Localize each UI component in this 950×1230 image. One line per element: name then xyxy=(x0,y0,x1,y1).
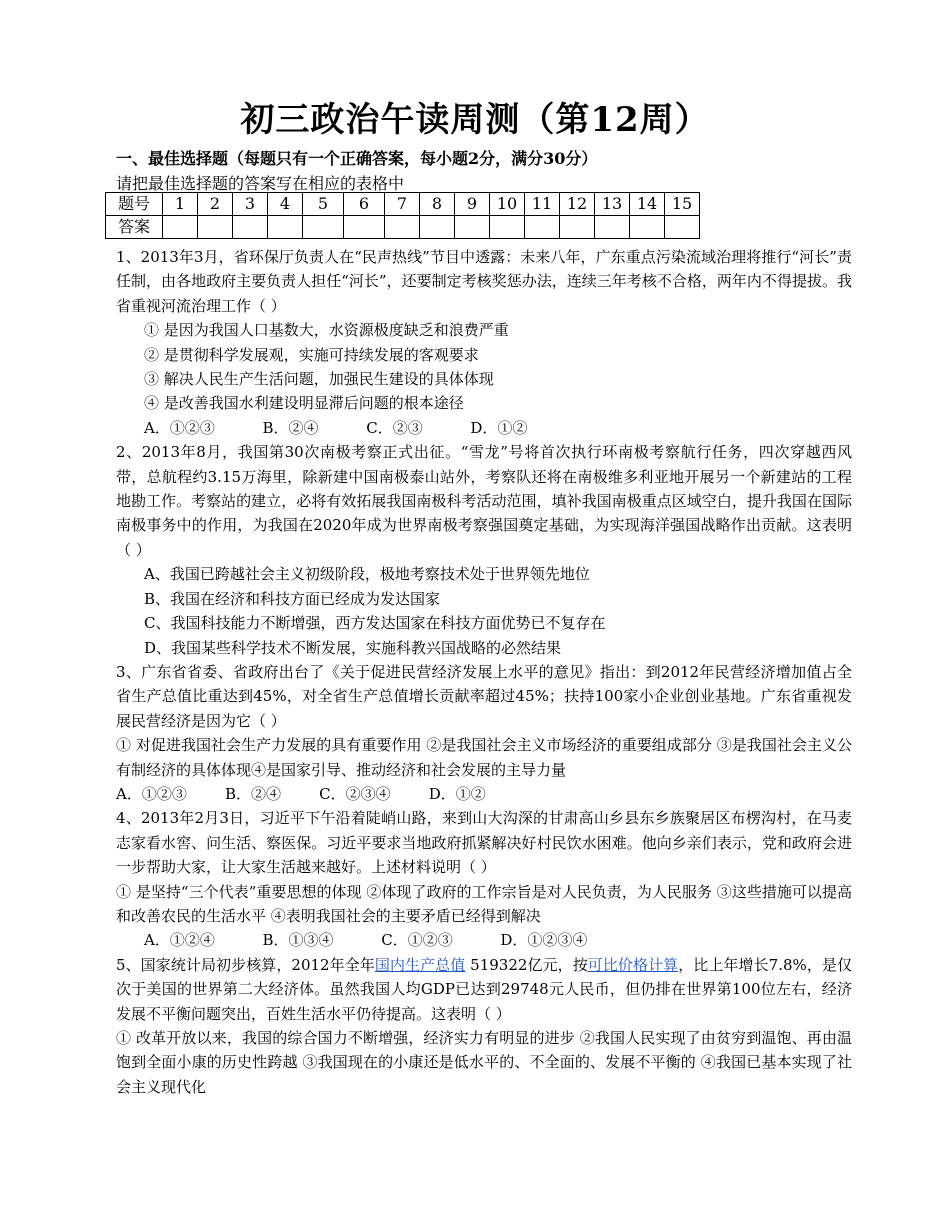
question-5-stem-part: 5、国家统计局初步核算，2012年全年 xyxy=(116,955,375,974)
number-cell: 1 xyxy=(163,193,198,216)
answer-cell[interactable] xyxy=(163,216,198,239)
question-5-stem xyxy=(116,953,852,1026)
answer-cell[interactable] xyxy=(344,216,385,239)
question-1-options: A．①②③ B．②④ C．②③ D．①② xyxy=(144,418,528,437)
question-4-items: ① 是坚持“三个代表”重要思想的体现 ②体现了政府的工作宗旨是对人民负责，为人民服务 ③这些措施可以提高和改善农民的生活水平 ④表明我国社会的主要矛盾已经得到解决 xyxy=(116,882,852,925)
question-2-option: D、我国某些科学技术不断发展，实施科教兴国战略的必然结果 xyxy=(144,638,562,657)
row-label: 题号 xyxy=(106,193,163,216)
number-cell: 2 xyxy=(198,193,233,216)
answer-cell[interactable] xyxy=(385,216,420,239)
answer-cell[interactable] xyxy=(490,216,525,239)
number-row xyxy=(106,193,700,216)
question-2-option: B、我国在经济和科技方面已经成为发达国家 xyxy=(144,589,441,608)
answer-cell[interactable] xyxy=(420,216,455,239)
question-4-options: A．①②④ B．①③④ C．①②③ D．①②③④ xyxy=(144,931,588,950)
number-cell: 3 xyxy=(233,193,268,216)
number-cell: 4 xyxy=(268,193,303,216)
answer-cell[interactable] xyxy=(560,216,595,239)
number-cell: 11 xyxy=(525,193,560,216)
question-2-stem: 2、2013年8月，我国第30次南极考察正式出征。“雪龙”号将首次执行环南极考察航行任务，四次穿越西风带，总航程约3.15万海里，除新建中国南极泰山站外，考察队还将在南极维多利亚地开展另一个新建站的工程地勘工作。考察站的建立，必将有效拓展我国南极科考活动范围，填补我国南极重点区域空白，提升我国在国际南极事务中的作用，为我国在2020年成为世界南极考察强国奠定基础，为实现海洋强国战略作出贡献。这表明（ ） xyxy=(116,443,852,559)
question-4-stem: 4、2013年2月3日，习近平下午沿着陡峭山路，来到山大沟深的甘肃高山乡县东乡族聚居区布楞沟村，在马麦志家看水窖、问生活、察医保。习近平要求当地政府抓紧解决好村民饮水困难。他向乡亲们表示，党和政府会进一步帮助大家，让大家生活越来越好。上述材料说明（ ） xyxy=(116,809,852,877)
answer-cell[interactable] xyxy=(630,216,665,239)
question-1-stem: 1、2013年3月，省环保厅负责人在“民声热线”节目中透露：未来八年，广东重点污染流域治理将推行“河长”责任制，由各地政府主要负责人担任“河长”，还要制定考核奖惩办法，连续三年考核不合格，两年内不得提拔。我省重视河流治理工作（ ） xyxy=(116,248,852,315)
row-label: 答案 xyxy=(106,216,163,239)
questions-body xyxy=(116,245,852,1099)
question-1-item: ② 是贯彻科学发展观，实施可持续发展的客观要求 xyxy=(144,345,479,364)
question-1-item: ① 是因为我国人口基数大，水资源极度缺乏和浪费严重 xyxy=(144,321,509,340)
answer-cell[interactable] xyxy=(268,216,303,239)
question-1-item: ③ 解决人民生产生活问题，加强民生建设的具体体现 xyxy=(144,370,494,389)
answer-cell[interactable] xyxy=(303,216,344,239)
number-cell: 5 xyxy=(303,193,344,216)
question-3-stem: 3、广东省省委、省政府出台了《关于促进民营经济发展上水平的意见》指出：到2012年民营经济增加值占全省生产总值比重达到45%，对全省生产总值增长贡献率超过45%；扶持100家小企业创业基地。广东省重视发展民营经济是因为它（ ） xyxy=(116,662,852,730)
answer-cell[interactable] xyxy=(233,216,268,239)
question-2-option: C、我国科技能力不断增强，西方发达国家在科技方面优势已不复存在 xyxy=(144,614,606,633)
question-5-items: ① 改革开放以来，我国的综合国力不断增强，经济实力有明显的进步 ②我国人民实现了由贫穷到温饱、再由温饱到全面小康的历史性跨越 ③我国现在的小康还是低水平的、不全面的、发展不平衡的 ④我国已基本实现了社会主义现代化 xyxy=(116,1029,852,1096)
number-cell: 7 xyxy=(385,193,420,216)
number-cell: 12 xyxy=(560,193,595,216)
question-3-options: A．①②③ B．②④ C．②③④ D．①② xyxy=(116,784,486,803)
answer-row xyxy=(106,216,700,239)
number-cell: 8 xyxy=(420,193,455,216)
question-5-stem-part: ，比上年增长7.8%，是仅次于美国的世界第二大经济体。虽然我国人均GDP已达到29748元人民币，但仍排在世界第100位左右，经济发展不平衡问题突出，百姓生活水平仍待提高。这表明（ ） xyxy=(116,955,852,1023)
question-5-stem-part: 519322亿元，按 xyxy=(465,955,588,974)
number-cell: 15 xyxy=(665,193,700,216)
comparable-price-link[interactable]: 可比价格计算 xyxy=(587,955,679,974)
answer-cell[interactable] xyxy=(198,216,233,239)
answer-table xyxy=(105,192,700,239)
answer-cell[interactable] xyxy=(665,216,700,239)
answer-cell[interactable] xyxy=(595,216,630,239)
question-3-items: ① 对促进我国社会生产力发展的具有重要作用 ②是我国社会主义市场经济的重要组成部分 ③是我国社会主义公有制经济的具体体现④是国家引导、推动经济和社会发展的主导力量 xyxy=(116,736,852,779)
number-cell: 6 xyxy=(344,193,385,216)
number-cell: 14 xyxy=(630,193,665,216)
instruction-text: 请把最佳选择题的答案写在相应的表格中 xyxy=(116,174,405,193)
page-title: 初三政治午读周测（第12周） xyxy=(240,100,710,140)
gdp-link[interactable]: 国内生产总值 xyxy=(374,955,466,974)
question-2-option: A、我国已跨越社会主义初级阶段，极地考察技术处于世界领先地位 xyxy=(144,565,590,584)
number-cell: 13 xyxy=(595,193,630,216)
question-1-item: ④ 是改善我国水利建设明显滞后问题的根本途径 xyxy=(144,394,464,413)
number-cell: 10 xyxy=(490,193,525,216)
answer-cell[interactable] xyxy=(525,216,560,239)
answer-cell[interactable] xyxy=(455,216,490,239)
section-heading: 一、最佳选择题（每题只有一个正确答案，每小题2分，满分30分） xyxy=(116,149,598,168)
number-cell: 9 xyxy=(455,193,490,216)
